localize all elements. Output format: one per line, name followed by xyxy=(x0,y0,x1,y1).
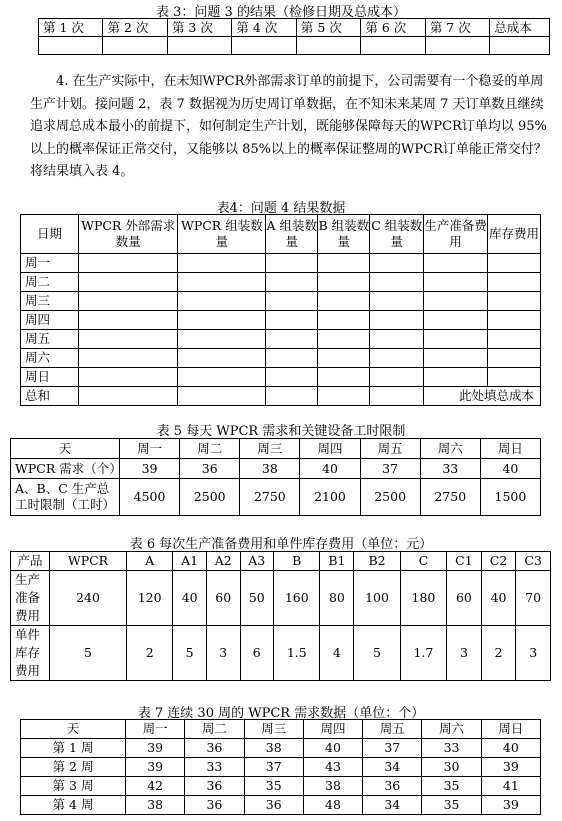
table7-value-cell: 43 xyxy=(303,758,362,777)
table4-empty-cell xyxy=(318,330,370,349)
table4-header-cell: 库存费用 xyxy=(487,215,540,254)
table7-value-cell: 40 xyxy=(303,739,362,758)
table4-total-note: 此处填总成本 xyxy=(424,387,541,406)
table7-value-cell: 30 xyxy=(422,758,481,777)
table6 xyxy=(10,551,551,681)
table6-header-cell: 产品 xyxy=(11,552,50,571)
table4-empty-cell xyxy=(318,292,370,311)
table7-value-cell: 39 xyxy=(481,796,540,815)
table7-value-cell: 34 xyxy=(363,796,422,815)
table7-value-cell: 33 xyxy=(422,739,481,758)
table3-empty-cell xyxy=(296,37,360,55)
table5-header-cell: 周五 xyxy=(360,439,420,459)
table4-empty-cell xyxy=(370,273,424,292)
table7-header-cell: 周四 xyxy=(303,720,362,739)
table3-empty-cell xyxy=(425,37,489,55)
table7-value-cell: 33 xyxy=(185,758,244,777)
table4-day-cell: 周五 xyxy=(21,330,79,349)
table7 xyxy=(20,719,541,815)
table5-header-row xyxy=(11,439,541,459)
table5-row-label: WPCR 需求（个） xyxy=(11,459,120,479)
table4-empty-cell xyxy=(78,368,178,387)
table7-header-cell: 天 xyxy=(21,720,126,739)
table7-header-row xyxy=(21,720,541,739)
table7-value-cell: 35 xyxy=(244,777,303,796)
table5-header-cell: 周六 xyxy=(420,439,480,459)
table4-empty-cell xyxy=(487,292,540,311)
table4-header-cell: A 组装数量 xyxy=(266,215,318,254)
table4-empty-cell xyxy=(318,349,370,368)
problem4-paragraph xyxy=(30,71,550,184)
table-row xyxy=(11,459,541,479)
table-row xyxy=(21,254,541,273)
table4-empty-cell xyxy=(424,273,488,292)
table5-value-cell: 38 xyxy=(240,459,300,479)
table6-header-cell: C2 xyxy=(481,552,516,571)
table4-empty-cell xyxy=(370,311,424,330)
table4-empty-cell xyxy=(487,254,540,273)
table5-value-cell: 2500 xyxy=(180,479,240,516)
table4-empty-cell xyxy=(78,311,178,330)
table6-value-cell: 6 xyxy=(240,626,274,681)
table7-value-cell: 35 xyxy=(422,796,481,815)
table5 xyxy=(10,438,541,516)
table6-header-cell: C1 xyxy=(447,552,482,571)
table4-empty-cell xyxy=(266,311,318,330)
table5-header-cell: 周四 xyxy=(300,439,360,459)
table3-header-cell: 第 6 次 xyxy=(361,19,425,37)
table6-caption: 表 6 每次生产准备费用和单件库存费用（单位：元） xyxy=(129,537,433,552)
table6-header-row xyxy=(11,552,551,571)
table5-value-cell: 1500 xyxy=(480,479,540,516)
table5-value-cell: 40 xyxy=(300,459,360,479)
table4-empty-cell xyxy=(424,349,488,368)
table7-value-cell: 36 xyxy=(185,739,244,758)
table4-empty-cell xyxy=(318,311,370,330)
table4-day-cell: 周日 xyxy=(21,368,79,387)
table-row xyxy=(21,758,541,777)
table-row xyxy=(21,273,541,292)
table-row xyxy=(11,571,551,626)
table3-empty-row xyxy=(39,37,550,55)
table4-empty-cell xyxy=(266,349,318,368)
table4-empty-cell xyxy=(487,330,540,349)
table7-value-cell: 39 xyxy=(126,739,185,758)
table-row xyxy=(21,796,541,815)
table4-day-cell: 周四 xyxy=(21,311,79,330)
table4-empty-cell xyxy=(266,254,318,273)
table4-empty-cell xyxy=(424,292,488,311)
table7-row-label: 第 3 周 xyxy=(21,777,126,796)
table4-empty-cell xyxy=(487,368,540,387)
table4-empty-cell xyxy=(266,387,318,406)
table4-total-label: 总和 xyxy=(21,387,79,406)
table4-empty-cell xyxy=(78,273,178,292)
table6-value-cell: 3 xyxy=(206,626,240,681)
table5-value-cell: 2100 xyxy=(300,479,360,516)
table3-header-cell: 第 2 次 xyxy=(103,19,167,37)
table6-value-cell: 60 xyxy=(206,571,240,626)
table7-value-cell: 42 xyxy=(126,777,185,796)
table6-value-cell: 180 xyxy=(400,571,446,626)
table6-row-label: 生产准备费用 xyxy=(11,571,50,626)
table4-empty-cell xyxy=(424,254,488,273)
table7-value-cell: 35 xyxy=(422,777,481,796)
table6-value-cell: 40 xyxy=(173,571,207,626)
table4-day-cell: 周三 xyxy=(21,292,79,311)
table4-header-cell: WPCR 外部需求数量 xyxy=(78,215,178,254)
table-row xyxy=(11,626,551,681)
table7-value-cell: 38 xyxy=(244,739,303,758)
table-row xyxy=(21,349,541,368)
table6-value-cell: 3 xyxy=(516,626,551,681)
table6-row-label: 单件库存费用 xyxy=(11,626,50,681)
table4-empty-cell xyxy=(266,292,318,311)
table4-header-cell: WPCR 组装数量 xyxy=(178,215,266,254)
table6-value-cell: 40 xyxy=(481,571,516,626)
table4-empty-cell xyxy=(78,292,178,311)
table6-header-cell: A xyxy=(126,552,172,571)
table4-empty-cell xyxy=(424,311,488,330)
table4-empty-cell xyxy=(178,387,266,406)
table4-empty-cell xyxy=(318,368,370,387)
table3-empty-cell xyxy=(232,37,296,55)
table4-header-cell: B 组装数量 xyxy=(318,215,370,254)
table4-empty-cell xyxy=(318,254,370,273)
table6-value-cell: 5 xyxy=(50,626,127,681)
table6-header-cell: B2 xyxy=(354,552,400,571)
table7-value-cell: 48 xyxy=(303,796,362,815)
table7-value-cell: 36 xyxy=(185,796,244,815)
table5-value-cell: 36 xyxy=(180,459,240,479)
table7-row-label: 第 4 周 xyxy=(21,796,126,815)
table6-value-cell: 50 xyxy=(240,571,274,626)
table4-empty-cell xyxy=(487,273,540,292)
table7-row-label: 第 2 周 xyxy=(21,758,126,777)
table7-value-cell: 38 xyxy=(303,777,362,796)
table3-caption: 表 3：问题 3 的结果（检修日期及总成本） xyxy=(156,5,406,20)
table4-empty-cell xyxy=(424,330,488,349)
table6-value-cell: 60 xyxy=(447,571,482,626)
table3-header-cell: 第 5 次 xyxy=(296,19,360,37)
table7-value-cell: 41 xyxy=(481,777,540,796)
table4-header-cell: C 组装数量 xyxy=(370,215,424,254)
table4-empty-cell xyxy=(78,330,178,349)
table7-header-cell: 周二 xyxy=(185,720,244,739)
table4-total-row xyxy=(21,387,541,406)
table7-value-cell: 40 xyxy=(481,739,540,758)
table7-value-cell: 38 xyxy=(126,796,185,815)
table4 xyxy=(20,214,541,406)
table6-value-cell: 1.7 xyxy=(400,626,446,681)
table4-empty-cell xyxy=(370,368,424,387)
table4-header-row xyxy=(21,215,541,254)
table3-empty-cell xyxy=(361,37,425,55)
table4-empty-cell xyxy=(178,349,266,368)
table4-day-cell: 周一 xyxy=(21,254,79,273)
table5-value-cell: 40 xyxy=(480,459,540,479)
table6-value-cell: 120 xyxy=(126,571,172,626)
table4-empty-cell xyxy=(266,368,318,387)
table3-header-cell: 第 4 次 xyxy=(232,19,296,37)
table7-value-cell: 37 xyxy=(363,739,422,758)
table4-day-cell: 周六 xyxy=(21,349,79,368)
table7-value-cell: 36 xyxy=(363,777,422,796)
table7-header-cell: 周日 xyxy=(481,720,540,739)
table4-empty-cell xyxy=(370,254,424,273)
table5-value-cell: 2500 xyxy=(360,479,420,516)
table3-header-cell: 第 7 次 xyxy=(425,19,489,37)
table5-value-cell: 33 xyxy=(420,459,480,479)
table6-value-cell: 5 xyxy=(354,626,400,681)
table3 xyxy=(38,18,550,55)
table6-value-cell: 3 xyxy=(447,626,482,681)
table3-empty-cell xyxy=(167,37,231,55)
table5-caption: 表 5 每天 WPCR 需求和关键设备工时限制 xyxy=(156,424,406,439)
table6-value-cell: 240 xyxy=(50,571,127,626)
table4-empty-cell xyxy=(318,273,370,292)
table4-empty-cell xyxy=(178,273,266,292)
table4-empty-cell xyxy=(78,349,178,368)
table6-value-cell: 1.5 xyxy=(274,626,320,681)
table7-value-cell: 39 xyxy=(481,758,540,777)
table6-header-cell: B xyxy=(274,552,320,571)
table4-empty-cell xyxy=(370,292,424,311)
table6-header-cell: B1 xyxy=(320,552,354,571)
table4-empty-cell xyxy=(178,292,266,311)
table5-header-cell: 周二 xyxy=(180,439,240,459)
table7-value-cell: 36 xyxy=(244,796,303,815)
table4-empty-cell xyxy=(370,349,424,368)
table6-value-cell: 5 xyxy=(173,626,207,681)
table5-value-cell: 39 xyxy=(120,459,180,479)
table4-empty-cell xyxy=(370,330,424,349)
table6-value-cell: 2 xyxy=(126,626,172,681)
table3-header-cell: 第 3 次 xyxy=(167,19,231,37)
table7-value-cell: 34 xyxy=(363,758,422,777)
table6-header-cell: C3 xyxy=(516,552,551,571)
table5-header-cell: 周日 xyxy=(480,439,540,459)
table6-header-cell: A2 xyxy=(206,552,240,571)
table7-row-label: 第 1 周 xyxy=(21,739,126,758)
table7-header-cell: 周一 xyxy=(126,720,185,739)
table4-empty-cell xyxy=(78,387,178,406)
table7-value-cell: 36 xyxy=(185,777,244,796)
table3-empty-cell xyxy=(490,37,550,55)
table6-header-cell: C xyxy=(400,552,446,571)
table5-value-cell: 4500 xyxy=(120,479,180,516)
table5-value-cell: 2750 xyxy=(240,479,300,516)
table4-empty-cell xyxy=(266,330,318,349)
table3-empty-cell xyxy=(103,37,167,55)
table5-header-cell: 天 xyxy=(11,439,120,459)
table4-caption: 表4：问题 4 结果数据 xyxy=(216,201,346,216)
table6-value-cell: 80 xyxy=(320,571,354,626)
table7-header-cell: 周五 xyxy=(363,720,422,739)
table4-empty-cell xyxy=(487,311,540,330)
table4-header-cell: 生产准备费用 xyxy=(424,215,488,254)
table-row xyxy=(21,777,541,796)
table6-value-cell: 100 xyxy=(354,571,400,626)
table4-empty-cell xyxy=(318,387,370,406)
table6-header-cell: A3 xyxy=(240,552,274,571)
table7-header-cell: 周三 xyxy=(244,720,303,739)
table4-empty-cell xyxy=(424,368,488,387)
table7-value-cell: 39 xyxy=(126,758,185,777)
table3-empty-cell xyxy=(39,37,103,55)
table4-empty-cell xyxy=(266,273,318,292)
table4-header-cell: 日期 xyxy=(21,215,79,254)
table6-value-cell: 160 xyxy=(274,571,320,626)
table-row xyxy=(21,311,541,330)
table-row xyxy=(21,330,541,349)
table7-value-cell: 37 xyxy=(244,758,303,777)
table4-empty-cell xyxy=(370,387,424,406)
table6-header-cell: WPCR xyxy=(50,552,127,571)
table5-header-cell: 周三 xyxy=(240,439,300,459)
table6-value-cell: 70 xyxy=(516,571,551,626)
table5-header-cell: 周一 xyxy=(120,439,180,459)
table4-empty-cell xyxy=(178,254,266,273)
table5-value-cell: 2750 xyxy=(420,479,480,516)
problem4-text: 4. 在生产实际中，在未知WPCR外部需求订单的前提下，公司需要有一个稳妥的单周生产计划。接问题 2，表 7 数据视为历史周订单数据，在不知未来某周 7 天订单数且继续追求周总成本最小的前提下，如何制定生产计划，既能够保障每天的WPCR订单均以 95%以上的概率保证正常交付，又能够以 85%以上的概率保证整周的WPCR订单能正常交付？将结果填入表 4。 xyxy=(30,74,547,179)
table3-header-cell: 总成本 xyxy=(490,19,550,37)
table4-empty-cell xyxy=(178,330,266,349)
table-row xyxy=(21,739,541,758)
table6-value-cell: 2 xyxy=(481,626,516,681)
table7-header-cell: 周六 xyxy=(422,720,481,739)
table4-day-cell: 周二 xyxy=(21,273,79,292)
table4-empty-cell xyxy=(78,254,178,273)
table-row xyxy=(21,292,541,311)
table5-value-cell: 37 xyxy=(360,459,420,479)
table3-header-row xyxy=(39,19,550,37)
table7-caption: 表 7 连续 30 周的 WPCR 需求数据（单位：个） xyxy=(137,706,425,721)
table3-header-cell: 第 1 次 xyxy=(39,19,103,37)
table4-empty-cell xyxy=(178,368,266,387)
table6-value-cell: 4 xyxy=(320,626,354,681)
table-row xyxy=(11,479,541,516)
table4-empty-cell xyxy=(178,311,266,330)
table4-empty-cell xyxy=(487,349,540,368)
table-row xyxy=(21,368,541,387)
table6-header-cell: A1 xyxy=(173,552,207,571)
table5-row-label: A、B、C 生产总工时限制（工时） xyxy=(11,479,120,516)
